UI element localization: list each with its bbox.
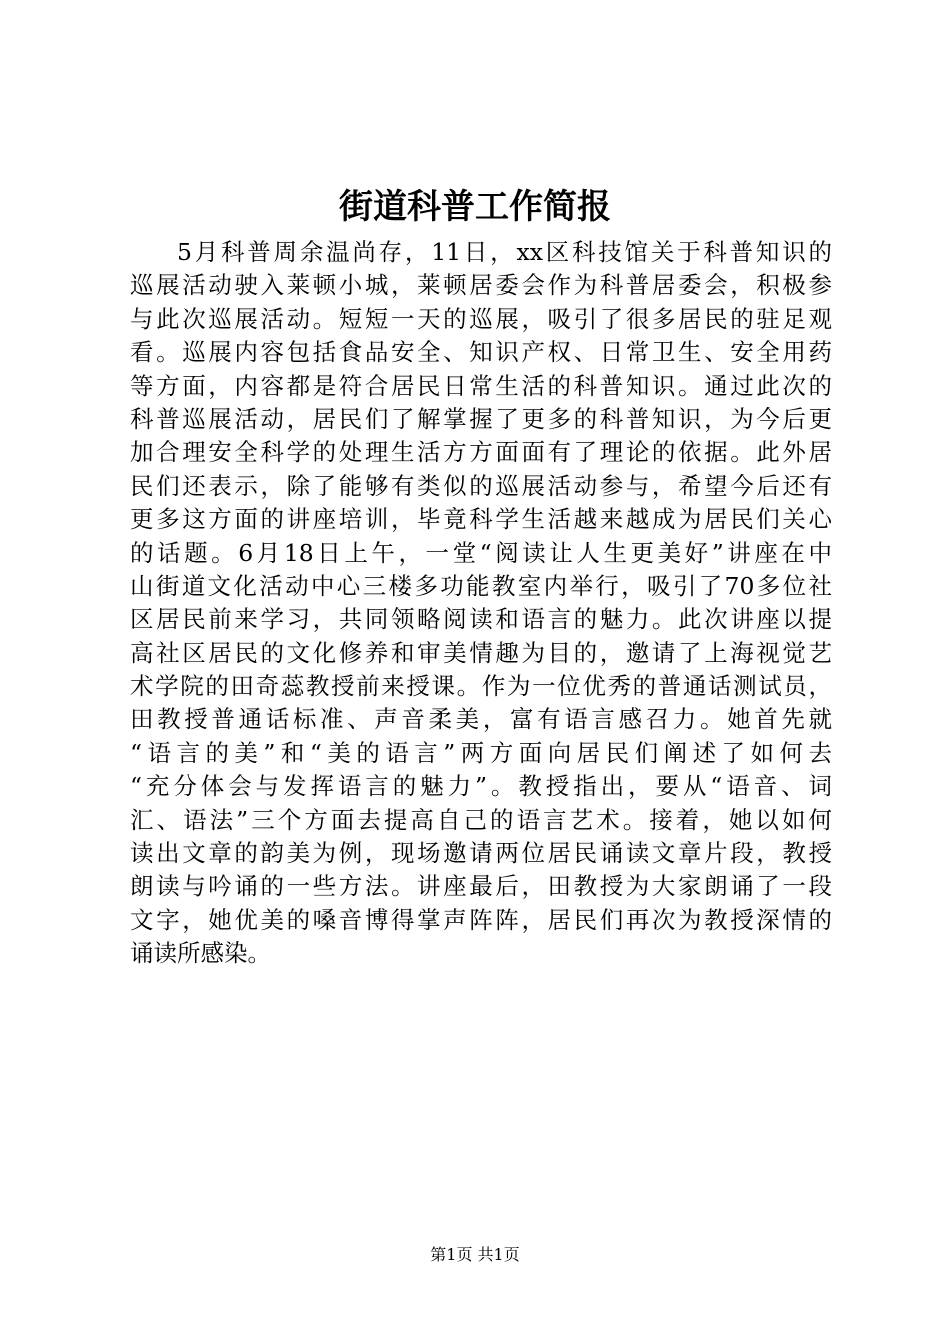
body-line: 加合理安全科学的处理生活方方面面有了理论的依据。此外居	[130, 438, 832, 467]
body-line: 看。巡展内容包括食品安全、知识产权、日常卫生、安全用药	[130, 338, 832, 367]
body-line: 文字，她优美的嗓音博得掌声阵阵，居民们再次为教授深情的	[130, 905, 832, 934]
body-line: 术学院的田奇蕊教授前来授课。作为一位优秀的普通话测试员，	[130, 672, 832, 701]
body-text	[130, 236, 832, 971]
body-line: 5月科普周余温尚存，11日，xx区科技馆关于科普知识的	[177, 238, 832, 266]
body-line: 诵读所感染。	[130, 939, 271, 968]
body-line: 区居民前来学习，共同领略阅读和语言的魅力。此次讲座以提	[130, 605, 832, 634]
body-line: 巡展活动驶入莱顿小城，莱顿居委会作为科普居委会，积极参	[130, 271, 832, 300]
body-line: 科普巡展活动，居民们了解掌握了更多的科普知识，为今后更	[130, 404, 832, 433]
body-line: 山街道文化活动中心三楼多功能教室内举行，吸引了70多位社	[130, 571, 832, 600]
body-line: 等方面，内容都是符合居民日常生活的科普知识。通过此次的	[130, 371, 832, 400]
body-line: 高社区居民的文化修养和审美情趣为目的，邀请了上海视觉艺	[130, 638, 832, 667]
body-line: 更多这方面的讲座培训，毕竟科学生活越来越成为居民们关心	[130, 505, 832, 534]
body-line: 读出文章的韵美为例，现场邀请两位居民诵读文章片段，教授	[130, 839, 832, 868]
page-number-footer: 第1页 共1页	[430, 1245, 520, 1264]
body-line: 汇、语法”三个方面去提高自己的语言艺术。接着，她以如何	[130, 805, 832, 834]
body-line: “语言的美”和“美的语言”两方面向居民们阐述了如何去	[130, 738, 832, 767]
body-line: 朗读与吟诵的一些方法。讲座最后，田教授为大家朗诵了一段	[130, 872, 832, 901]
body-line: “充分体会与发挥语言的魅力”。教授指出，要从“语音、词	[130, 772, 832, 801]
document-title: 街道科普工作简报	[339, 187, 611, 227]
body-line: 田教授普通话标准、声音柔美，富有语言感召力。她首先就	[130, 705, 832, 734]
body-line: 民们还表示，除了能够有类似的巡展活动参与，希望今后还有	[130, 471, 832, 500]
body-line: 与此次巡展活动。短短一天的巡展，吸引了很多居民的驻足观	[130, 304, 832, 333]
body-line: 的话题。6月18日上午，一堂“阅读让人生更美好”讲座在中	[130, 538, 832, 567]
